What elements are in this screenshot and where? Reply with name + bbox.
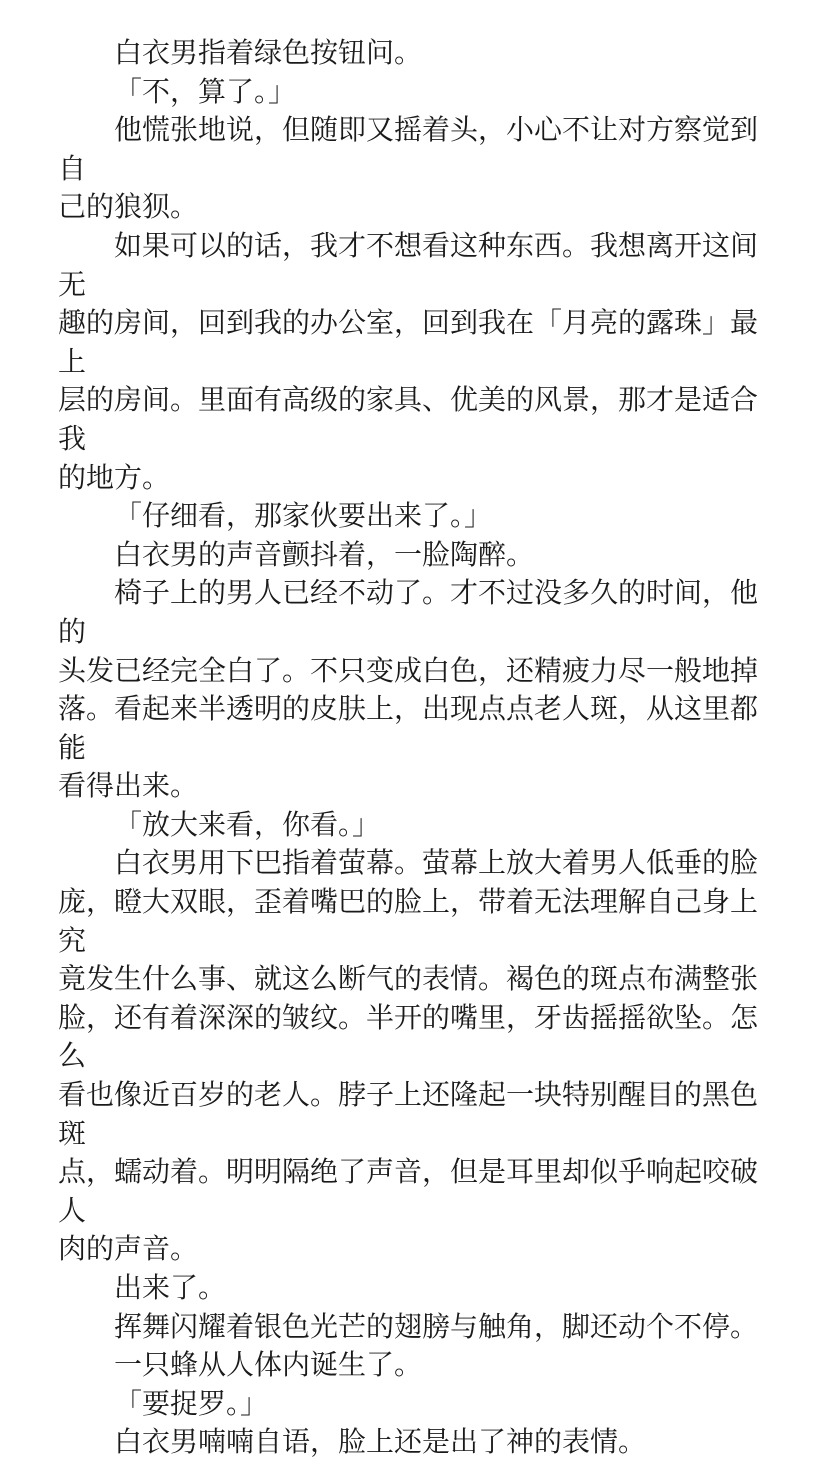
paragraph-12: 一只蜂从人体内诞生了。	[114, 1348, 423, 1382]
paragraph-6: 白衣男的声音颤抖着，一脸陶醉。	[114, 537, 535, 571]
paragraph-13: 「要捉罗。」	[114, 1386, 269, 1420]
paragraph-1: 白衣男指着绿色按钮问。	[114, 36, 423, 69]
paragraph-14: 白衣男喃喃自语，脸上还是出了神的表情。	[114, 1425, 647, 1459]
document-page	[58, 34, 758, 1462]
paragraph-3: 他慌张地说，但随即又摇着头，小心不让对方察觉到自 己的狼狈。	[58, 113, 759, 224]
paragraph-11: 挥舞闪耀着银色光芒的翅膀与触角，脚还动个不停。	[114, 1309, 759, 1343]
paragraph-10: 出来了。	[114, 1271, 227, 1304]
paragraph-2: 「不，算了。」	[114, 74, 297, 108]
paragraph-9: 白衣男用下巴指着萤幕。萤幕上放大着男人低垂的脸 庞，瞪大双眼，歪着嘴巴的脸上，带着无法理解自己身上究 竟发生什么事、就这么断气的表情。褐色的斑点布满整张 脸，还有着深深的皱纹。半开的嘴里，牙齿摇摇欲坠。怎么 看也像近百岁的老人。脖子上还隆起一块特别醒目的黑色斑 点，蠕动着。明明隔绝了声音，但是耳里却似乎响起咬破人 肉的声音。	[58, 846, 759, 1266]
paragraph-8: 「放大来看，你看。」	[114, 807, 381, 841]
paragraph-7: 椅子上的男人已经不动了。才不过没多久的时间，他的 头发已经完全白了。不只变成白色，还精疲力尽一般地掉 落。看起来半透明的皮肤上，出现点点老人斑，从这里都能 看得出来。	[58, 576, 759, 803]
paragraph-5: 「仔细看，那家伙要出来了。」	[114, 499, 493, 533]
paragraph-4: 如果可以的话，我才不想看这种东西。我想离开这间无 趣的房间，回到我的办公室，回到我在「月亮的露珠」最上 层的房间。里面有高级的家具、优美的风景，那才是适合我 的地方。	[58, 228, 759, 494]
